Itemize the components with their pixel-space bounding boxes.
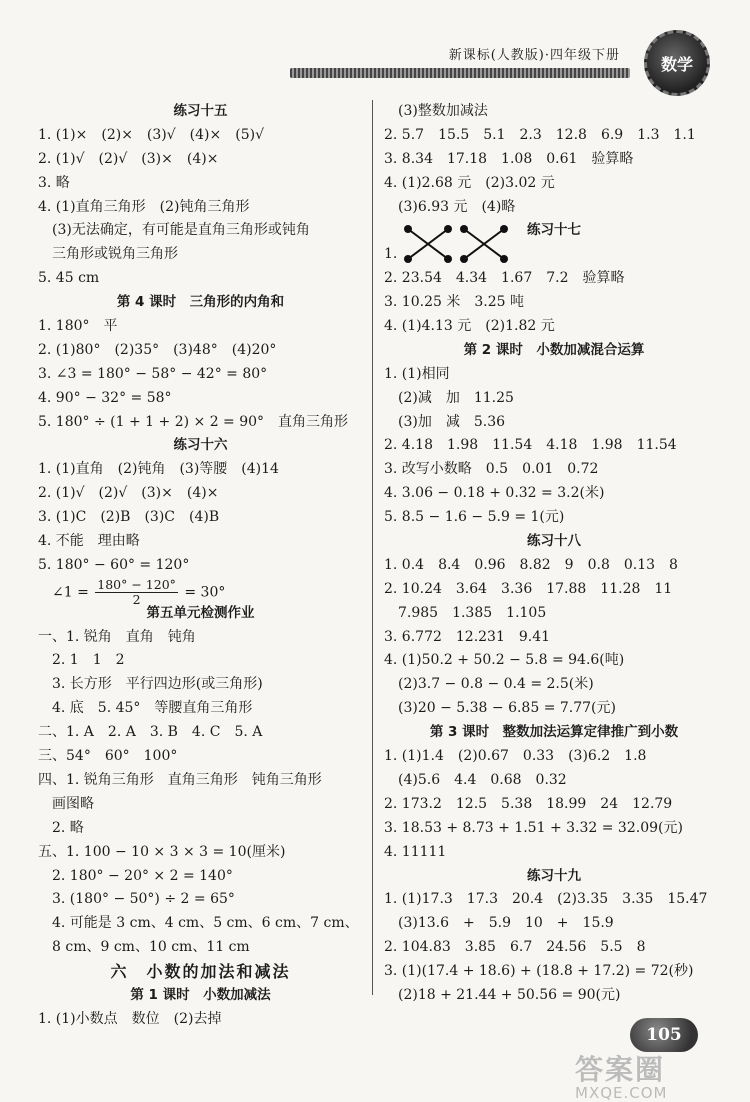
- answer-line: 3. 8.34 17.18 1.08 0.61 验算略: [384, 150, 634, 167]
- fraction-suffix: = 30°: [179, 584, 226, 601]
- dot: [460, 255, 468, 263]
- page-number: 105: [630, 1018, 698, 1052]
- answer-line: 三角形或锐角三角形: [38, 246, 178, 263]
- dot: [404, 255, 412, 263]
- fraction-denominator: 2: [132, 591, 141, 607]
- answer-line: 1. (1)17.3 17.3 20.4 (2)3.35 3.35 15.47: [384, 891, 708, 908]
- answer-line: 3. ∠3 = 180° − 58° − 42° = 80°: [38, 365, 268, 382]
- answer-line: 4. (1)2.68 元 (2)3.02 元: [384, 174, 555, 191]
- answer-line: [384, 243, 724, 267]
- subject-badge: 数学: [644, 30, 710, 96]
- answer-line: 2. 173.2 12.5 5.38 18.99 24 12.79: [384, 795, 673, 812]
- answer-line: 3. 18.53 + 8.73 + 1.51 + 3.32 = 32.09(元): [384, 819, 683, 836]
- header-title: 新课标(人教版)·四年级下册: [448, 48, 620, 63]
- answer-line: 五、1. 100 − 10 × 3 × 3 = 10(厘米): [38, 843, 286, 860]
- answer-line: 2. 略: [38, 819, 84, 836]
- section-heading: 练习十八: [527, 533, 581, 550]
- dot-cross-figure: [403, 224, 453, 264]
- answer-line: 7.985 1.385 1.105: [384, 604, 547, 621]
- section-heading: 第 1 课时 小数加减法: [130, 986, 271, 1003]
- answer-line: 5. 45 cm: [38, 270, 100, 287]
- answer-line: 3. 10.25 米 3.25 吨: [384, 294, 524, 311]
- answer-line: 4. 90° − 32° = 58°: [38, 389, 172, 406]
- answer-line: 3. 6.772 12.231 9.41: [384, 628, 551, 645]
- fraction-prefix: ∠1 =: [38, 584, 94, 601]
- answer-line: 5. 180° ÷ (1 + 1 + 2) × 2 = 90° 直角三角形: [38, 413, 349, 430]
- answer-line: (4)5.6 4.4 0.68 0.32: [384, 771, 567, 788]
- answer-line: 1. (1)小数点 数位 (2)去掉: [38, 1010, 222, 1027]
- answer-line: 4. (1)4.13 元 (2)1.82 元: [384, 318, 555, 335]
- section-heading: 第 3 课时 整数加法运算定律推广到小数: [429, 724, 679, 741]
- answer-line: 4. 11111: [384, 843, 447, 860]
- answer-line: 2. (1)√ (2)√ (3)× (4)×: [38, 150, 219, 167]
- answer-line: 4. (1)50.2 + 50.2 − 5.8 = 94.6(吨): [384, 652, 625, 669]
- answer-line: [38, 576, 363, 607]
- answer-line: 四、1. 锐角三角形 直角三角形 钝角三角形: [38, 771, 322, 788]
- fraction-numerator: 180° − 120°: [97, 576, 176, 592]
- answer-line: 一、1. 锐角 直角 钝角: [38, 628, 196, 645]
- answer-line: 2. 4.18 1.98 11.54 4.18 1.98 11.54: [384, 437, 677, 454]
- answer-label: 1.: [384, 246, 398, 263]
- dot: [500, 225, 508, 233]
- answer-line: 2. 1 1 2: [38, 652, 125, 669]
- answer-line: 1. (1)相同: [384, 365, 450, 382]
- answer-line: 2. 180° − 20° × 2 = 140°: [38, 867, 233, 884]
- header-rule: [290, 68, 630, 78]
- section-heading: 第五单元检测作业: [146, 604, 255, 621]
- watermark-cn: 答案圈: [575, 1053, 666, 1086]
- answer-line: 5. 8.5 − 1.6 − 5.9 = 1(元): [384, 509, 565, 526]
- answer-line: 1. 180° 平: [38, 318, 118, 335]
- section-heading: 练习十五: [173, 103, 228, 119]
- column-divider: [372, 100, 373, 995]
- watermark-en: MXQE.COM: [575, 1084, 668, 1102]
- answer-line: (3)20 − 5.38 − 6.85 = 7.77(元): [384, 700, 616, 717]
- answer-line: (2)3.7 − 0.8 − 0.4 = 2.5(米): [384, 676, 594, 693]
- watermark: [575, 1048, 750, 1100]
- section-heading: 练习十七: [527, 222, 581, 239]
- dot: [444, 255, 452, 263]
- answer-line: 3. (1)C (2)B (3)C (4)B: [38, 509, 220, 526]
- answer-line: 二、1. A 2. A 3. B 4. C 5. A: [38, 724, 263, 741]
- answer-line: (3)13.6 + 5.9 10 + 15.9: [384, 915, 614, 932]
- answer-line: 画图略: [38, 795, 94, 812]
- dot: [404, 225, 412, 233]
- answer-line: (3)无法确定，有可能是直角三角形或钝角: [38, 222, 310, 239]
- answer-line: 3. (1)(17.4 + 18.6) + (18.8 + 17.2) = 72(秒): [384, 963, 694, 980]
- answer-line: 3. 略: [38, 174, 70, 191]
- section-heading: 第 4 课时 三角形的内角和: [116, 294, 285, 311]
- answer-line: 5. 180° − 60° = 120°: [38, 556, 190, 573]
- page-header: [330, 30, 710, 90]
- answer-line: 4. 3.06 − 0.18 + 0.32 = 3.2(米): [384, 485, 605, 502]
- answer-line: 2. 10.24 3.64 3.36 17.88 11.28 11: [384, 580, 673, 597]
- answer-line: 4. 不能 理由略: [38, 533, 140, 550]
- dot-cross-figure: [459, 224, 509, 264]
- answer-line: 4. 可能是 3 cm、4 cm、5 cm、6 cm、7 cm、: [38, 915, 359, 932]
- dot: [500, 255, 508, 263]
- answer-line: (3)整数加减法: [384, 103, 488, 119]
- answer-line: 4. 底 5. 45° 等腰直角三角形: [38, 700, 253, 717]
- answer-line: 3. 改写小数略 0.5 0.01 0.72: [384, 461, 599, 478]
- answer-line: 2. 23.54 4.34 1.67 7.2 验算略: [384, 270, 625, 287]
- answer-line: 1. (1)直角 (2)钝角 (3)等腰 (4)14: [38, 461, 279, 478]
- answer-line: 4. (1)直角三角形 (2)钝角三角形: [38, 198, 250, 215]
- dot: [444, 225, 452, 233]
- answer-line: 2. (1)√ (2)√ (3)× (4)×: [38, 485, 219, 502]
- section-heading: 第 2 课时 小数加减混合运算: [463, 341, 645, 358]
- answer-line: (2)18 + 21.44 + 50.56 = 90(元): [384, 986, 621, 1003]
- answer-line: 8 cm、9 cm、10 cm、11 cm: [38, 939, 250, 956]
- dot: [460, 225, 468, 233]
- answer-line: 2. 5.7 15.5 5.1 2.3 12.8 6.9 1.3 1.1: [384, 126, 696, 143]
- answer-line: 3. 长方形 平行四边形(或三角形): [38, 676, 263, 693]
- answer-line: 1. (1)1.4 (2)0.67 0.33 (3)6.2 1.8: [384, 748, 647, 765]
- answer-line: (3)6.93 元 (4)略: [384, 198, 516, 215]
- answer-line: 2. (1)80° (2)35° (3)48° (4)20°: [38, 341, 277, 358]
- section-heading: 练习十六: [173, 437, 228, 454]
- answer-line: 3. (180° − 50°) ÷ 2 = 65°: [38, 891, 235, 908]
- section-heading: 练习十九: [527, 867, 581, 884]
- section-heading: 六 小数的加法和减法: [110, 962, 291, 982]
- right-column: [384, 100, 724, 1008]
- answer-line: 1. 0.4 8.4 0.96 8.82 9 0.8 0.13 8: [384, 556, 678, 573]
- left-column: [38, 100, 363, 1032]
- answer-line: 2. 104.83 3.85 6.7 24.56 5.5 8: [384, 939, 646, 956]
- answer-line: (3)加 减 5.36: [384, 413, 506, 430]
- answer-line: 1. (1)× (2)× (3)√ (4)× (5)√: [38, 126, 264, 143]
- answer-line: 三、54° 60° 100°: [38, 748, 178, 765]
- answer-line: (2)减 加 11.25: [384, 389, 514, 406]
